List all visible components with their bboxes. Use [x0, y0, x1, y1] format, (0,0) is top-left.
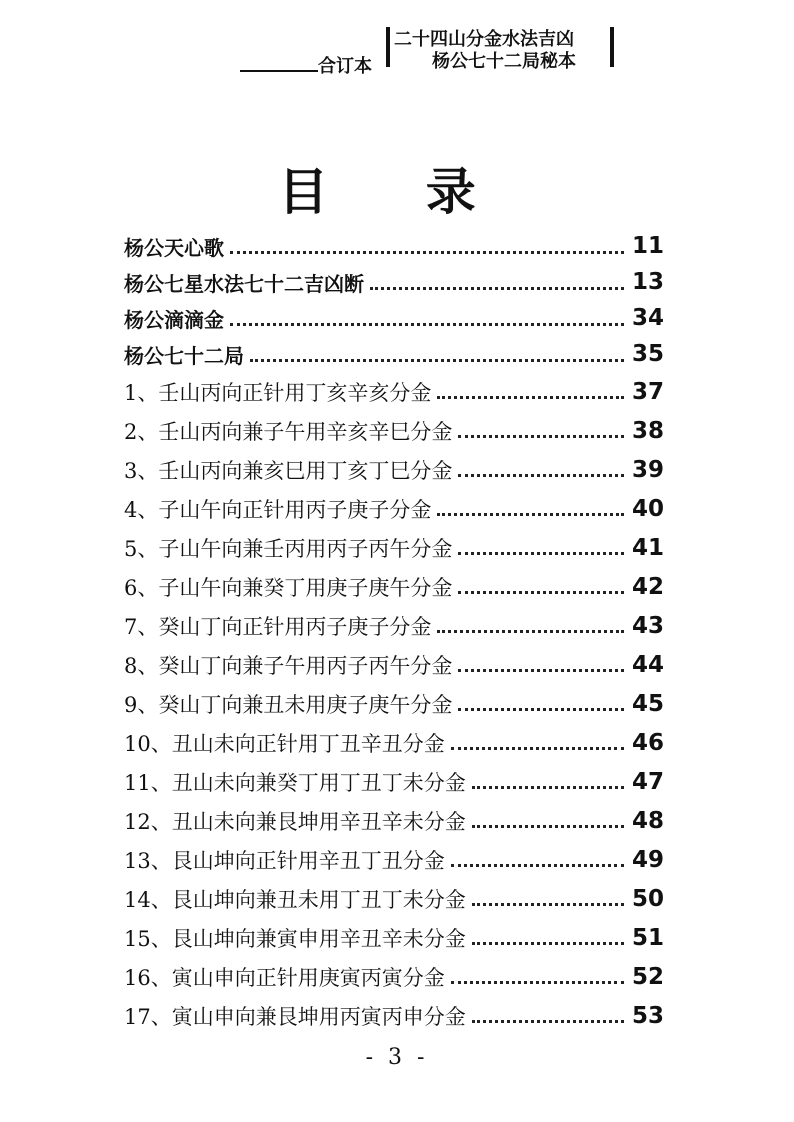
toc-leader-dots: [472, 786, 624, 789]
toc-entry[interactable]: [124, 450, 664, 489]
toc-entry[interactable]: [124, 489, 664, 528]
toc-entry[interactable]: [124, 723, 664, 762]
header-prefix: 合订本: [318, 56, 372, 77]
toc-entry-title: 6、子山午向兼癸丁用庚子庚午分金: [124, 575, 453, 600]
header-book-title-line1: 二十四山分金水法吉凶: [394, 29, 574, 50]
toc-leader-dots: [437, 513, 624, 516]
toc-entry-page: 53: [631, 1002, 664, 1029]
toc-entry-page: 46: [631, 729, 664, 756]
toc-entry-page: 37: [631, 378, 664, 405]
toc-entry-page: 50: [631, 885, 664, 912]
toc-entry-page: 38: [631, 417, 664, 444]
toc-leader-dots: [458, 474, 624, 477]
toc-entry-title: 杨公滴滴金: [124, 307, 224, 332]
toc-leader-dots: [230, 251, 624, 254]
toc-entry-title: 15、艮山坤向兼寅申用辛丑辛未分金: [124, 926, 466, 951]
toc-entry[interactable]: [124, 684, 664, 723]
toc-entry-title: 杨公七十二局: [124, 343, 244, 368]
toc-leader-dots: [472, 1020, 624, 1023]
toc-entry-page: 41: [631, 534, 664, 561]
toc-entry-page: 35: [631, 341, 664, 367]
toc-entry-title: 16、寅山申向正针用庚寅丙寅分金: [124, 965, 445, 990]
toc-entry-page: 52: [631, 963, 664, 990]
toc-entry[interactable]: [124, 336, 664, 372]
toc-entry[interactable]: [124, 957, 664, 996]
toc-entry-title: 10、丑山未向正针用丁丑辛丑分金: [124, 731, 445, 756]
toc-entry-title: 5、子山午向兼壬丙用丙子丙午分金: [124, 536, 453, 561]
toc-leader-dots: [458, 669, 624, 672]
toc-leader-dots: [458, 435, 624, 438]
toc-leader-dots: [451, 864, 624, 867]
toc-entry-title: 9、癸山丁向兼丑未用庚子庚午分金: [124, 692, 453, 717]
toc-leader-dots: [472, 903, 624, 906]
toc-entry-page: 39: [631, 456, 664, 483]
toc-entry[interactable]: [124, 606, 664, 645]
toc-entry-page: 44: [631, 651, 664, 678]
toc-entry[interactable]: [124, 645, 664, 684]
toc-entry-title: 3、壬山丙向兼亥巳用丁亥丁巳分金: [124, 458, 453, 483]
toc-leader-dots: [458, 591, 624, 594]
toc-entry[interactable]: [124, 918, 664, 957]
header-divider-left: [386, 27, 390, 67]
toc-entry-title: 4、子山午向正针用丙子庚子分金: [124, 497, 432, 522]
toc-entry-title: 8、癸山丁向兼子午用丙子丙午分金: [124, 653, 453, 678]
toc-leader-dots: [437, 630, 624, 633]
toc-leader-dots: [437, 396, 624, 399]
toc-leader-dots: [250, 359, 624, 362]
toc-entry[interactable]: [124, 840, 664, 879]
header-rule: [240, 70, 318, 72]
toc-leader-dots: [472, 942, 624, 945]
header-book-title-line2: 杨公七十二局秘本: [432, 51, 576, 72]
toc-entry[interactable]: [124, 300, 664, 336]
toc-leader-dots: [370, 287, 624, 290]
toc-leader-dots: [451, 747, 624, 750]
toc-entry-title: 7、癸山丁向正针用丙子庚子分金: [124, 614, 432, 639]
toc-entry-page: 11: [631, 233, 664, 259]
toc-entry-title: 14、艮山坤向兼丑未用丁丑丁未分金: [124, 887, 466, 912]
toc-entry[interactable]: [124, 372, 664, 411]
toc-entry[interactable]: [124, 879, 664, 918]
toc-entry-page: 13: [631, 269, 664, 295]
toc-entry-page: 47: [631, 768, 664, 795]
toc-entry-page: 48: [631, 807, 664, 834]
toc-entry-page: 40: [631, 495, 664, 522]
toc-entry[interactable]: [124, 228, 664, 264]
toc-entry[interactable]: [124, 264, 664, 300]
running-header: [0, 22, 794, 77]
toc-entry-title: 12、丑山未向兼艮坤用辛丑辛未分金: [124, 809, 466, 834]
table-of-contents: [124, 228, 664, 1035]
toc-entry-title: 13、艮山坤向正针用辛丑丁丑分金: [124, 848, 445, 873]
toc-entry-page: 51: [631, 924, 664, 951]
toc-entry-title: 17、寅山申向兼艮坤用丙寅丙申分金: [124, 1004, 466, 1029]
toc-entry-title: 2、壬山丙向兼子午用辛亥辛巳分金: [124, 419, 453, 444]
header-divider-right: [610, 27, 614, 67]
page-title: 目 录: [278, 163, 516, 221]
toc-leader-dots: [451, 981, 624, 984]
toc-entry-page: 45: [631, 690, 664, 717]
toc-entry-page: 42: [631, 573, 664, 600]
toc-entry[interactable]: [124, 996, 664, 1035]
toc-leader-dots: [458, 708, 624, 711]
toc-entry[interactable]: [124, 801, 664, 840]
page-number: - 3 -: [365, 1045, 429, 1070]
toc-leader-dots: [458, 552, 624, 555]
toc-entry-title: 1、壬山丙向正针用丁亥辛亥分金: [124, 380, 432, 405]
toc-entry-title: 杨公七星水法七十二吉凶断: [124, 271, 364, 296]
toc-entry[interactable]: [124, 411, 664, 450]
toc-entry-title: 杨公天心歌: [124, 235, 224, 260]
toc-entry-page: 43: [631, 612, 664, 639]
toc-leader-dots: [230, 323, 624, 326]
toc-entry-page: 49: [631, 846, 664, 873]
toc-entry-page: 34: [631, 305, 664, 331]
toc-entry-title: 11、丑山未向兼癸丁用丁丑丁未分金: [124, 770, 466, 795]
toc-entry[interactable]: [124, 528, 664, 567]
toc-leader-dots: [472, 825, 624, 828]
toc-entry[interactable]: [124, 762, 664, 801]
toc-entry[interactable]: [124, 567, 664, 606]
